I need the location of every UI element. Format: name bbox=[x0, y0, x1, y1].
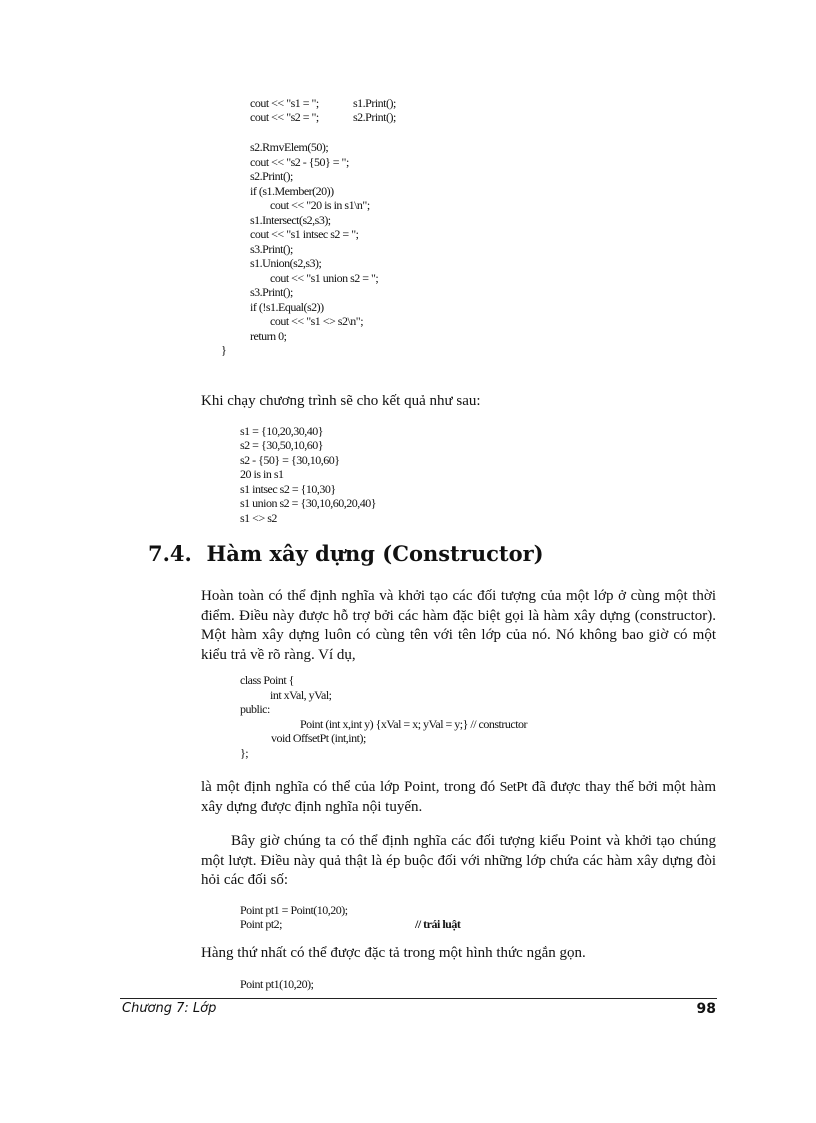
output-line: s2 = {30,50,10,60} bbox=[240, 438, 323, 452]
code-line: s3.Print(); bbox=[250, 285, 293, 299]
code-line: s1.Union(s2,s3); bbox=[250, 256, 322, 270]
code-line: cout << "20 is in s1\n"; bbox=[270, 198, 370, 212]
code-line: class Point { bbox=[240, 673, 294, 687]
paragraph-text: là một định nghĩa có thể của lớp Point, trong đó bbox=[201, 779, 500, 795]
paragraph-definition bbox=[201, 778, 716, 817]
section-heading: 7.4. Hàm xây dựng (Constructor) bbox=[148, 541, 544, 566]
paragraph-text: đã được thay thế bởi một hàm xây dựng được định nghĩa nội tuyến. bbox=[201, 779, 717, 815]
code-line: s1.Print(); bbox=[353, 96, 396, 110]
code-line: Point pt2; bbox=[240, 917, 283, 931]
code-line: cout << "s1 union s2 = "; bbox=[270, 271, 379, 285]
page-number: 98 bbox=[696, 1001, 716, 1017]
footer-divider bbox=[120, 998, 717, 999]
output-line: s1 <> s2 bbox=[240, 511, 277, 525]
code-line-short-form: Point pt1(10,20); bbox=[240, 977, 314, 991]
code-line: Point (int x,int y) {xVal = x; yVal = y;} // constructor bbox=[300, 717, 528, 731]
paragraph-run-result: Khi chạy chương trình sẽ cho kết quả như sau: bbox=[201, 393, 481, 409]
code-line: void OffsetPt (int,int); bbox=[271, 731, 366, 745]
paragraph-first-line: Hàng thứ nhất có thể được đặc tả trong một hình thức ngắn gọn. bbox=[201, 945, 586, 961]
code-line: return 0; bbox=[250, 329, 287, 343]
code-line: public: bbox=[240, 702, 270, 716]
code-line: } bbox=[221, 343, 227, 357]
output-line: s1 union s2 = {30,10,60,20,40} bbox=[240, 496, 376, 510]
output-line: s1 = {10,20,30,40} bbox=[240, 424, 323, 438]
output-line: 20 is in s1 bbox=[240, 467, 284, 481]
paragraph-intro: Hoàn toàn có thể định nghĩa và khởi tạo các đối tượng của một lớp ở cùng một thời điểm. Điều này được hỗ trợ bởi các hàm đặc biệt gọi là hàm xây dựng (constructor). Một hàm xây dựng luôn có cùng tên với tên lớp của nó. Nó không bao giờ có một kiểu trả về rõ ràng. Ví dụ, bbox=[201, 588, 716, 663]
code-line: cout << "s1 = "; bbox=[250, 96, 319, 110]
footer-chapter: Chương 7: Lớp bbox=[122, 1001, 217, 1016]
code-comment: // trái luật bbox=[415, 917, 461, 931]
code-line: if (!s1.Equal(s2)) bbox=[250, 300, 324, 314]
code-line: s3.Print(); bbox=[250, 242, 293, 256]
code-line: cout << "s1 intsec s2 = "; bbox=[250, 227, 359, 241]
code-line: }; bbox=[240, 746, 249, 760]
code-line: int xVal, yVal; bbox=[270, 688, 332, 702]
code-line: cout << "s1 <> s2\n"; bbox=[270, 314, 364, 328]
code-line: cout << "s2 = "; bbox=[250, 110, 319, 124]
code-line: s2.Print(); bbox=[353, 110, 396, 124]
code-line: cout << "s2 - {50} = "; bbox=[250, 155, 349, 169]
code-line: if (s1.Member(20)) bbox=[250, 184, 334, 198]
code-line: s1.Intersect(s2,s3); bbox=[250, 213, 331, 227]
paragraph-now: Bây giờ chúng ta có thể định nghĩa các đối tượng kiểu Point và khởi tạo chúng một lượt. Điều này quả thật là ép buộc đối với những lớp chứa các hàm xây dựng đòi hỏi các đối số: bbox=[201, 833, 716, 888]
code-line: s2.Print(); bbox=[250, 169, 293, 183]
output-line: s1 intsec s2 = {10,30} bbox=[240, 482, 336, 496]
inline-code-setpt: SetPt bbox=[499, 780, 528, 795]
code-line: s2.RmvElem(50); bbox=[250, 140, 329, 154]
code-line: Point pt1 = Point(10,20); bbox=[240, 903, 348, 917]
output-line: s2 - {50} = {30,10,60} bbox=[240, 453, 340, 467]
